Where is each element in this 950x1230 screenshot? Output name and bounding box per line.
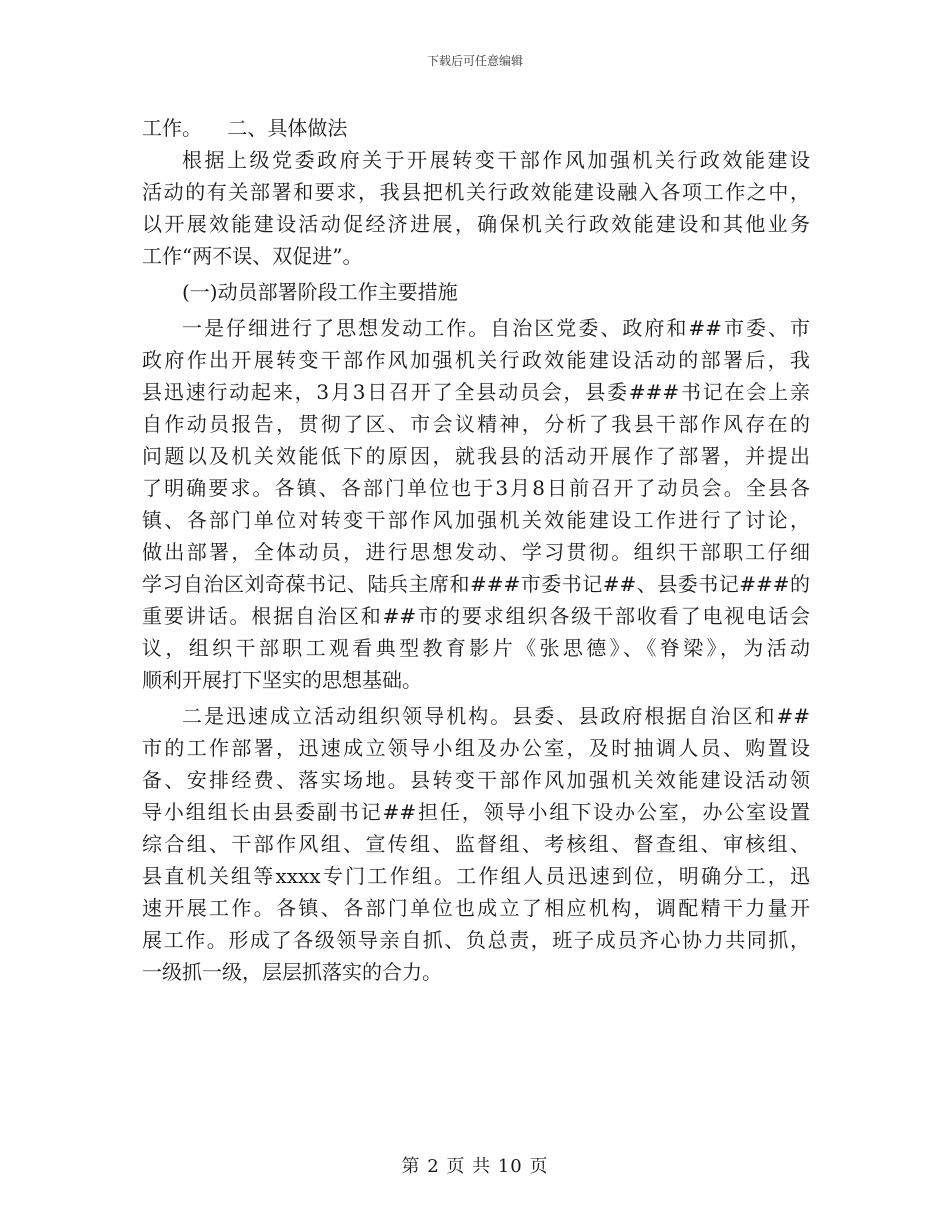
body-line: 议，组织干部职工观看典型教育影片《张思德》、《脊梁》，为活动 xyxy=(142,636,810,660)
body-line: 市的工作部署，迅速成立领导小组及办公室，及时抽调人员、购置设 xyxy=(142,736,810,760)
body-line: 自作动员报告，贯彻了区、市会议精神，分析了我县干部作风存在的 xyxy=(142,412,810,436)
body-line: 综合组、干部作风组、宣传组、监督组、考核组、督查组、审核组、 xyxy=(142,832,810,856)
body-line: 做出部署，全体动员，进行思想发动、学习贯彻。组织干部职工仔细 xyxy=(142,540,810,564)
body-line: 顺利开展打下坚实的思想基础。 xyxy=(142,668,422,692)
body-line: 问题以及机关效能低下的原因，就我县的活动开展作了部署，并提出 xyxy=(142,444,810,468)
section-heading: (一)动员部署阶段工作主要措施 xyxy=(182,280,458,304)
body-line: 根据上级党委政府关于开展转变干部作风加强机关行政效能建设 xyxy=(182,148,810,172)
body-line: 了明确要求。各镇、各部门单位也于3月8日前召开了动员会。全县各 xyxy=(142,476,810,500)
body-line: 一级抓一级，层层抓落实的合力。 xyxy=(142,960,442,984)
body-line: 学习自治区刘奇葆书记、陆兵主席和###市委书记##、县委书记###的 xyxy=(142,572,810,596)
body-line: 二是迅速成立活动组织领导机构。县委、县政府根据自治区和## xyxy=(182,704,810,728)
body-line: 活动的有关部署和要求，我县把机关行政效能建设融入各项工作之中， xyxy=(142,180,810,204)
body-line: 展工作。形成了各级领导亲自抓、负总责，班子成员齐心协力共同抓， xyxy=(142,928,810,952)
body-line: 导小组组长由县委副书记##担任，领导小组下设办公室，办公室设置 xyxy=(142,800,810,824)
body-line: 县迅速行动起来，3月3日召开了全县动员会，县委###书记在会上亲 xyxy=(142,380,810,404)
body-line: 工作。 二、具体做法 xyxy=(142,116,348,140)
body-line: 一是仔细进行了思想发动工作。自治区党委、政府和##市委、市 xyxy=(182,316,810,340)
body-line: 备、安排经费、落实场地。县转变干部作风加强机关效能建设活动领 xyxy=(142,768,810,792)
body-line: 县直机关组等xxxx专门工作组。工作组人员迅速到位，明确分工，迅 xyxy=(142,864,810,888)
page-header-note: 下载后可任意编辑 xyxy=(426,54,523,68)
body-line: 镇、各部门单位对转变干部作风加强机关效能建设工作进行了讨论， xyxy=(142,508,810,532)
body-line: 工作“两不误、双促进”。 xyxy=(142,244,363,268)
body-line: 重要讲话。根据自治区和##市的要求组织各级干部收看了电视电话会 xyxy=(142,604,810,628)
document-body xyxy=(142,112,810,988)
body-line: 以开展效能建设活动促经济进展，确保机关行政效能建设和其他业务 xyxy=(142,212,810,236)
body-line: 政府作出开展转变干部作风加强机关行政效能建设活动的部署后，我 xyxy=(142,348,810,372)
page-number: 第 2 页 共 10 页 xyxy=(401,1156,549,1177)
body-line: 速开展工作。各镇、各部门单位也成立了相应机构，调配精干力量开 xyxy=(142,896,810,920)
